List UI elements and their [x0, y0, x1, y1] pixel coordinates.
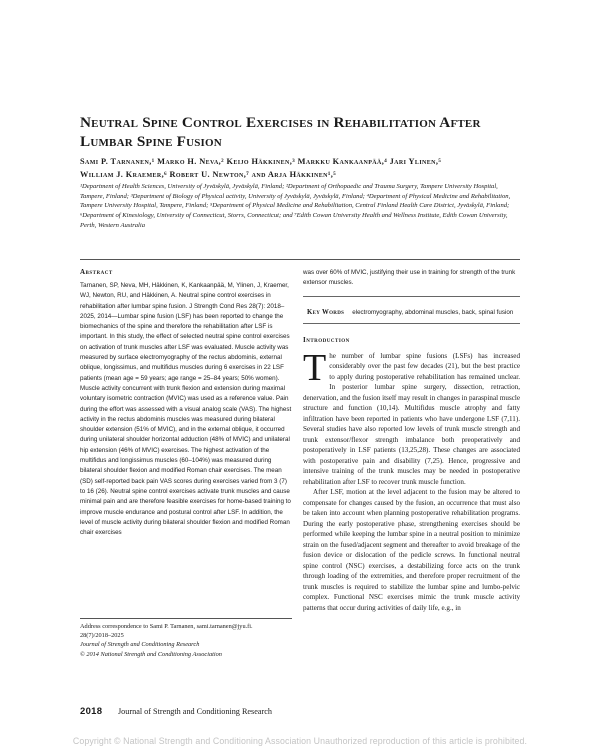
introduction-paragraph-1-text: he number of lumbar spine fusions (LSFs) has increased considerably over the past few decades (21), but the best practice to apply during postoperative rehabilitation has remained unclear. In posterior lumbar spine surgery, dissection, retraction, denervation, and the fusion itself may result in changes in paraspinal muscle structure and function (10,14). Multifidus muscle atrophy and fatty infiltration have been reported in patients who have undergone LSF (7,11). Several studies have also reported low levels of trunk muscle strength and trunk extensor/flexor strength imbalance both preoperatively and postoperatively in LSF patients (13,25,28). These changes are associated with postoperative pain and disability (7,25). Hence, progressive and intensive training of the trunk muscles may be needed in postoperative rehabilitation after LSF to recover trunk muscle function.: [303, 351, 520, 486]
volume-pages: 28(7)/2018–2025: [80, 632, 124, 640]
author-list: [80, 156, 520, 181]
introduction-heading: Introduction: [303, 335, 350, 344]
footer-journal-name: Journal of Strength and Conditioning Research: [118, 707, 272, 716]
drop-cap: T: [303, 346, 327, 389]
abstract-heading: Abstract: [80, 268, 113, 276]
authors-line-2: William J. Kraemer,⁶ Robert U. Newton,⁷ and Arja Häkkinen¹,⁵: [80, 169, 337, 179]
copyright-line: © 2014 National Strength and Conditioning Association: [80, 650, 222, 658]
journal-citation: Journal of Strength and Conditioning Research: [80, 641, 200, 649]
article-title: Neutral Spine Control Exercises in Rehabilitation After Lumbar Spine Fusion: [80, 114, 481, 150]
introduction-paragraph-1: [303, 346, 520, 488]
left-column: [80, 268, 292, 538]
correspondence-block: [80, 618, 292, 659]
copyright-watermark: Copyright © National Strength and Conditioning Association Unauthorized reproduction of this article is prohibited.: [72, 736, 528, 746]
introduction-body: [303, 346, 520, 614]
abstract-continuation: was over 60% of MVIC, justifying their use in training for strength of the trunk extensor muscles.: [303, 269, 516, 287]
correspondence-address: Address correspondence to Sami P. Tarnanen, sami.tarnanen@jyu.fi.: [80, 623, 253, 630]
affiliations: ¹Department of Health Sciences, University of Jyväskylä, Jyväskylä, Finland; ²Department of Orthopaedic and Trauma Surgery, Tampere University Hospital, Tampere, Finland; ³Department of Biology of Physical activity, University of Jyväskylä, Jyväskylä, Finland; ⁴Department of Physical Medicine and Rehabilitation, Tampere University Hospital, Tampere, Finland; ⁵Department of Physical Medicine and Rehabilitation, Central Finland Health Care District, Jyväskylä, Finland; ⁶Department of Kinesiology, University of Connecticut, Storrs, Connecticut; and ⁷Edith Cowan University Health and Wellness Institute, Edith Cowan University, Perth, Western Australia: [80, 183, 511, 229]
right-column: [303, 268, 520, 613]
keywords-heading: Key Words: [307, 308, 345, 316]
introduction-paragraph-2: After LSF, motion at the level adjacent to the fusion may be altered to compensate for changes caused by the fusion, an occurrence that must also be taken into account when planning postoperative rehabilitation programs. During the early postoperative phase, strengthening exercises should be performed while keeping the lumbar spine in a neutral position to minimize strain on the fused/adjacent segment and thereafter to avoid breakage of the fusion device or dislocation of the pedicle screws. In functional neutral spine control (NSC) exercises, a destabilizing force acts on the trunk through loading of the extremities, and therefore proper recruitment of the trunk muscles is required to stabilize the lumbar spine and lumbo-pelvic complex. Functional NSC exercises mimic the trunk muscle activity patterns that occur during activities of daily life, e.g., in: [303, 488, 520, 612]
authors-line-1: Sami P. Tarnanen,¹ Marko H. Neva,² Keijo Häkkinen,³ Markku Kankaanpää,⁴ Jari Ylinen,⁵: [80, 157, 442, 166]
abstract-text: Tarnanen, SP, Neva, MH, Häkkinen, K, Kankaanpää, M, Ylinen, J, Kraemer, WJ, Newton, RU, and Häkkinen, A. Neutral spine control exercises in rehabilitation after lumbar spine fusion. J Strength Cond Res 28(7): 2018–2025, 2014—Lumbar spine fusion (LSF) has been reported to change the biomechanics of the spine and therefore the rehabilitation after LSF is important. In this study, the effect of selected neutral spine control exercises on activation of trunk muscles after LSF was evaluated. Muscle activity was measured by surface electromyography of the rectus abdominis, external oblique, longissimus, and multifidus muscles during 6 exercises in 22 LSF patients (mean age = 59 years; age range = 25–84 years; 50% women). Muscle activity concurrent with trunk flexion and extension during maximal voluntary isometric contraction (MVIC) was used as a reference value. Pain during the effort was assessed with a visual analog scale (VAS). The highest activity in the rectus abdominis muscles was measured during bilateral shoulder extension (51% of MVIC), and in the external oblique, it occurred during unilateral shoulder horizontal adduction (48% of MVIC) and unilateral hip extension (46% of MVIC) exercises. The highest activation of the multifidus and longissimus muscles (60–104%) was measured during bilateral shoulder flexion and modified Roman chair exercises. The mean (SD) self-reported back pain VAS scores during exercises varied from 3 (7) to 16 (26). Neutral spine control exercises activate trunk muscles and cause minimal pain and are therefore feasible exercises for home-based training to improve muscle endurance and postural control after LSF. In addition, the level of muscle activity during bilateral shoulder flexion and modified Roman chair exercises: [80, 282, 292, 537]
keywords-text: electromyography, abdominal muscles, back, spinal fusion: [352, 308, 514, 316]
page-number: 2018: [80, 706, 103, 717]
header-divider: [80, 259, 520, 260]
keywords-box: [303, 296, 520, 324]
page-footer: [80, 706, 520, 720]
